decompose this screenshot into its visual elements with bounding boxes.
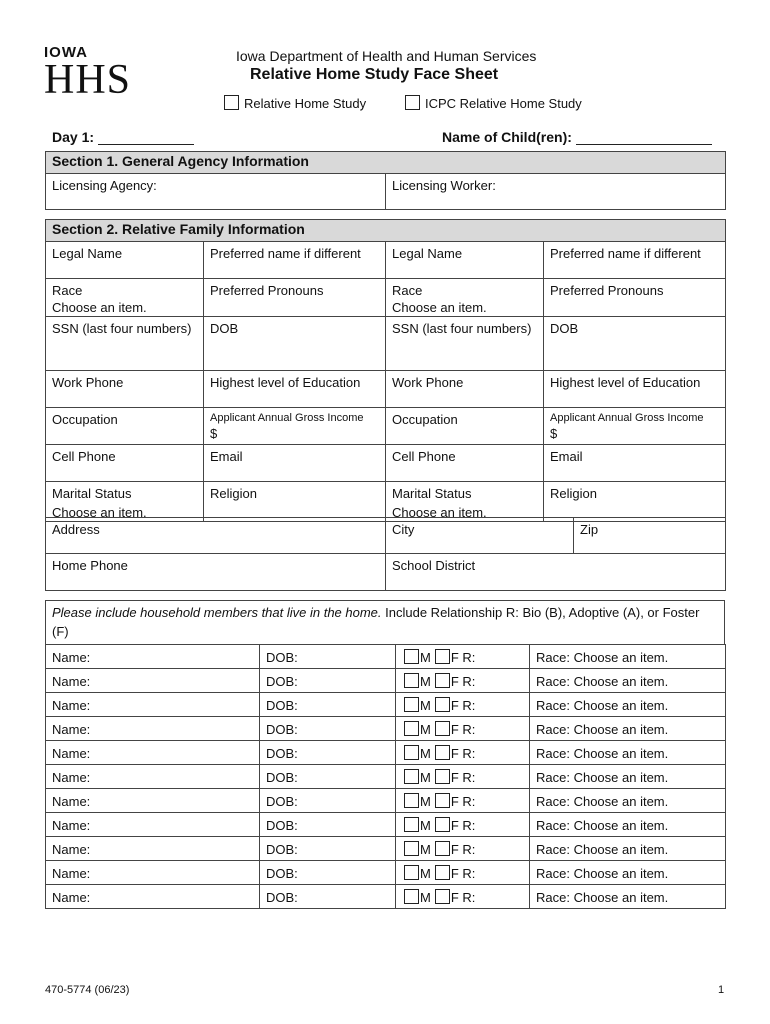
household-instructions xyxy=(45,600,725,644)
logo-iowa: IOWA xyxy=(44,44,88,61)
relationship-label[interactable]: R: xyxy=(462,674,476,689)
member-dob-field[interactable]: DOB: xyxy=(260,693,396,717)
relationship-label[interactable]: R: xyxy=(462,746,476,761)
work-phone-field-1[interactable]: Work Phone xyxy=(46,371,204,408)
member-sex-relationship xyxy=(396,669,530,693)
female-label: F xyxy=(450,722,459,737)
male-label: M xyxy=(420,794,431,809)
relationship-label[interactable]: R: xyxy=(462,890,476,905)
licensing-agency-field[interactable]: Licensing Agency: xyxy=(46,174,386,210)
logo-hhs: HHS xyxy=(44,57,132,103)
member-race-dropdown[interactable]: Race: Choose an item. xyxy=(530,765,726,789)
female-label: F xyxy=(450,842,459,857)
male-checkbox[interactable] xyxy=(404,649,419,664)
member-name-field[interactable]: Name: xyxy=(46,885,260,909)
address-field[interactable]: Address xyxy=(46,518,386,554)
household-row xyxy=(46,813,726,837)
marital-label: Marital Status xyxy=(392,486,472,501)
marital-field-1[interactable] xyxy=(46,482,204,522)
race-field-2[interactable] xyxy=(386,279,544,317)
member-name-field[interactable]: Name: xyxy=(46,645,260,669)
ssn-field-1[interactable]: SSN (last four numbers) xyxy=(46,317,204,371)
male-label: M xyxy=(420,674,431,689)
member-sex-relationship xyxy=(396,765,530,789)
day1-field xyxy=(52,129,194,145)
children-field xyxy=(442,129,712,145)
marital-field-2[interactable] xyxy=(386,482,544,522)
female-checkbox[interactable] xyxy=(435,865,450,880)
male-checkbox[interactable] xyxy=(404,889,419,904)
race-label: Race xyxy=(52,283,83,298)
male-label: M xyxy=(420,746,431,761)
member-sex-relationship xyxy=(396,693,530,717)
member-dob-field[interactable]: DOB: xyxy=(260,741,396,765)
member-dob-field[interactable]: DOB: xyxy=(260,813,396,837)
female-label: F xyxy=(450,698,459,713)
relationship-label[interactable]: R: xyxy=(462,818,476,833)
preferred-name-field-2[interactable]: Preferred name if different xyxy=(544,242,726,279)
household-row xyxy=(46,741,726,765)
male-checkbox[interactable] xyxy=(404,745,419,760)
dob-field-2[interactable]: DOB xyxy=(544,317,726,371)
female-checkbox[interactable] xyxy=(435,793,450,808)
female-label: F xyxy=(450,770,459,785)
religion-field-2[interactable]: Religion xyxy=(544,482,726,522)
member-name-field[interactable]: Name: xyxy=(46,717,260,741)
male-label: M xyxy=(420,698,431,713)
race-dropdown[interactable]: Choose an item. xyxy=(52,300,147,315)
instruction-italic: Please include household members that live in the home. xyxy=(52,605,382,620)
relationship-label[interactable]: R: xyxy=(462,866,476,881)
female-label: F xyxy=(450,818,459,833)
household-row xyxy=(46,765,726,789)
male-checkbox[interactable] xyxy=(404,721,419,736)
member-race-dropdown[interactable]: Race: Choose an item. xyxy=(530,741,726,765)
female-label: F xyxy=(450,650,459,665)
relationship-label[interactable]: R: xyxy=(462,650,476,665)
relationship-label[interactable]: R: xyxy=(462,794,476,809)
section1-table xyxy=(45,151,726,210)
member-race-dropdown[interactable]: Race: Choose an item. xyxy=(530,837,726,861)
preferred-name-field-1[interactable]: Preferred name if different xyxy=(204,242,386,279)
occupation-field-1[interactable]: Occupation xyxy=(46,408,204,445)
female-label: F xyxy=(450,890,459,905)
religion-field-1[interactable]: Religion xyxy=(204,482,386,522)
member-race-dropdown[interactable]: Race: Choose an item. xyxy=(530,717,726,741)
household-table xyxy=(45,644,726,909)
female-checkbox[interactable] xyxy=(435,841,450,856)
female-checkbox[interactable] xyxy=(435,673,450,688)
licensing-worker-field[interactable]: Licensing Worker: xyxy=(386,174,726,210)
member-race-dropdown[interactable]: Race: Choose an item. xyxy=(530,813,726,837)
section2-title: Section 2. Relative Family Information xyxy=(46,220,726,242)
household-row xyxy=(46,645,726,669)
relationship-label[interactable]: R: xyxy=(462,770,476,785)
race-field-1[interactable] xyxy=(46,279,204,317)
male-label: M xyxy=(420,650,431,665)
education-field-1[interactable]: Highest level of Education xyxy=(204,371,386,408)
member-name-field[interactable]: Name: xyxy=(46,813,260,837)
income-label: Applicant Annual Gross Income xyxy=(210,412,364,424)
member-sex-relationship xyxy=(396,645,530,669)
marital-dropdown[interactable]: Choose an item. xyxy=(392,505,487,520)
legal-name-field-1[interactable]: Legal Name xyxy=(46,242,204,279)
marital-dropdown[interactable]: Choose an item. xyxy=(52,505,147,520)
member-sex-relationship xyxy=(396,717,530,741)
day1-input[interactable] xyxy=(98,130,194,145)
member-dob-field[interactable]: DOB: xyxy=(260,645,396,669)
income-field-1[interactable] xyxy=(204,408,386,445)
marital-label: Marital Status xyxy=(52,486,132,501)
option-relative-home-study[interactable] xyxy=(224,95,366,111)
email-field-1[interactable]: Email xyxy=(204,445,386,482)
male-label: M xyxy=(420,722,431,737)
section1-title: Section 1. General Agency Information xyxy=(46,152,726,174)
male-label: M xyxy=(420,770,431,785)
female-checkbox[interactable] xyxy=(435,697,450,712)
female-label: F xyxy=(450,794,459,809)
occupation-field-2[interactable]: Occupation xyxy=(386,408,544,445)
male-label: M xyxy=(420,866,431,881)
female-label: F xyxy=(450,866,459,881)
income-label: Applicant Annual Gross Income xyxy=(550,412,704,424)
household-row xyxy=(46,837,726,861)
option-label: ICPC Relative Home Study xyxy=(425,96,582,111)
female-checkbox[interactable] xyxy=(435,769,450,784)
member-race-dropdown[interactable]: Race: Choose an item. xyxy=(530,645,726,669)
member-name-field[interactable]: Name: xyxy=(46,789,260,813)
member-sex-relationship xyxy=(396,885,530,909)
instruction-text: Include Relationship R: Bio (B), Adoptive (A), or Foster (F) xyxy=(52,605,700,639)
member-race-dropdown[interactable]: Race: Choose an item. xyxy=(530,885,726,909)
male-checkbox[interactable] xyxy=(404,793,419,808)
household-row xyxy=(46,789,726,813)
household-row xyxy=(46,861,726,885)
income-field-2[interactable] xyxy=(544,408,726,445)
home-phone-field[interactable]: Home Phone xyxy=(46,554,386,591)
children-input[interactable] xyxy=(576,130,712,145)
option-label: Relative Home Study xyxy=(244,96,367,111)
member-dob-field[interactable]: DOB: xyxy=(260,837,396,861)
household-row xyxy=(46,885,726,909)
cell-phone-field-2[interactable]: Cell Phone xyxy=(386,445,544,482)
work-phone-field-2[interactable]: Work Phone xyxy=(386,371,544,408)
relationship-label[interactable]: R: xyxy=(462,842,476,857)
page-number: 1 xyxy=(718,984,725,996)
cell-phone-field-1[interactable]: Cell Phone xyxy=(46,445,204,482)
school-district-field[interactable]: School District xyxy=(386,554,726,591)
member-dob-field[interactable]: DOB: xyxy=(260,765,396,789)
member-sex-relationship xyxy=(396,813,530,837)
male-checkbox[interactable] xyxy=(404,865,419,880)
ssn-field-2[interactable]: SSN (last four numbers) xyxy=(386,317,544,371)
male-checkbox[interactable] xyxy=(404,841,419,856)
member-name-field[interactable]: Name: xyxy=(46,669,260,693)
member-dob-field[interactable]: DOB: xyxy=(260,885,396,909)
address-table xyxy=(45,517,726,591)
female-checkbox[interactable] xyxy=(435,889,450,904)
household-row xyxy=(46,693,726,717)
male-checkbox[interactable] xyxy=(404,697,419,712)
female-checkbox[interactable] xyxy=(435,745,450,760)
member-sex-relationship xyxy=(396,861,530,885)
member-race-dropdown[interactable]: Race: Choose an item. xyxy=(530,693,726,717)
agency-name: Iowa Department of Health and Human Services xyxy=(236,48,537,64)
relationship-label[interactable]: R: xyxy=(462,698,476,713)
male-label: M xyxy=(420,842,431,857)
relationship-label[interactable]: R: xyxy=(462,722,476,737)
member-name-field[interactable]: Name: xyxy=(46,837,260,861)
page-title: Relative Home Study Face Sheet xyxy=(250,66,499,83)
day1-label: Day 1: xyxy=(52,129,95,145)
race-label: Race xyxy=(392,283,423,298)
option-icpc-home-study[interactable] xyxy=(405,95,582,111)
male-label: M xyxy=(420,890,431,905)
member-sex-relationship xyxy=(396,741,530,765)
member-dob-field[interactable]: DOB: xyxy=(260,669,396,693)
household-row xyxy=(46,669,726,693)
member-race-dropdown[interactable]: Race: Choose an item. xyxy=(530,669,726,693)
member-sex-relationship xyxy=(396,789,530,813)
member-name-field[interactable]: Name: xyxy=(46,765,260,789)
member-sex-relationship xyxy=(396,837,530,861)
dob-field-1[interactable]: DOB xyxy=(204,317,386,371)
race-dropdown[interactable]: Choose an item. xyxy=(392,300,487,315)
checkbox[interactable] xyxy=(405,95,420,110)
member-dob-field[interactable]: DOB: xyxy=(260,789,396,813)
household-row xyxy=(46,717,726,741)
member-dob-field[interactable]: DOB: xyxy=(260,717,396,741)
dollar-sign: $ xyxy=(550,426,558,441)
checkbox[interactable] xyxy=(224,95,239,110)
form-number: 470-5774 (06/23) xyxy=(45,984,130,996)
female-checkbox[interactable] xyxy=(435,721,450,736)
male-checkbox[interactable] xyxy=(404,817,419,832)
legal-name-field-2[interactable]: Legal Name xyxy=(386,242,544,279)
pronouns-field-1[interactable]: Preferred Pronouns xyxy=(204,279,386,317)
member-race-dropdown[interactable]: Race: Choose an item. xyxy=(530,789,726,813)
member-race-dropdown[interactable]: Race: Choose an item. xyxy=(530,861,726,885)
male-checkbox[interactable] xyxy=(404,769,419,784)
dollar-sign: $ xyxy=(210,426,218,441)
male-checkbox[interactable] xyxy=(404,673,419,688)
female-label: F xyxy=(450,746,459,761)
city-field[interactable]: City xyxy=(386,518,574,554)
section2-table xyxy=(45,219,726,522)
member-name-field[interactable]: Name: xyxy=(46,861,260,885)
member-dob-field[interactable]: DOB: xyxy=(260,861,396,885)
female-checkbox[interactable] xyxy=(435,817,450,832)
email-field-2[interactable]: Email xyxy=(544,445,726,482)
female-checkbox[interactable] xyxy=(435,649,450,664)
education-field-2[interactable]: Highest level of Education xyxy=(544,371,726,408)
zip-field[interactable]: Zip xyxy=(574,518,726,554)
female-label: F xyxy=(450,674,459,689)
male-label: M xyxy=(420,818,431,833)
member-name-field[interactable]: Name: xyxy=(46,693,260,717)
pronouns-field-2[interactable]: Preferred Pronouns xyxy=(544,279,726,317)
children-label: Name of Child(ren): xyxy=(442,129,572,145)
member-name-field[interactable]: Name: xyxy=(46,741,260,765)
